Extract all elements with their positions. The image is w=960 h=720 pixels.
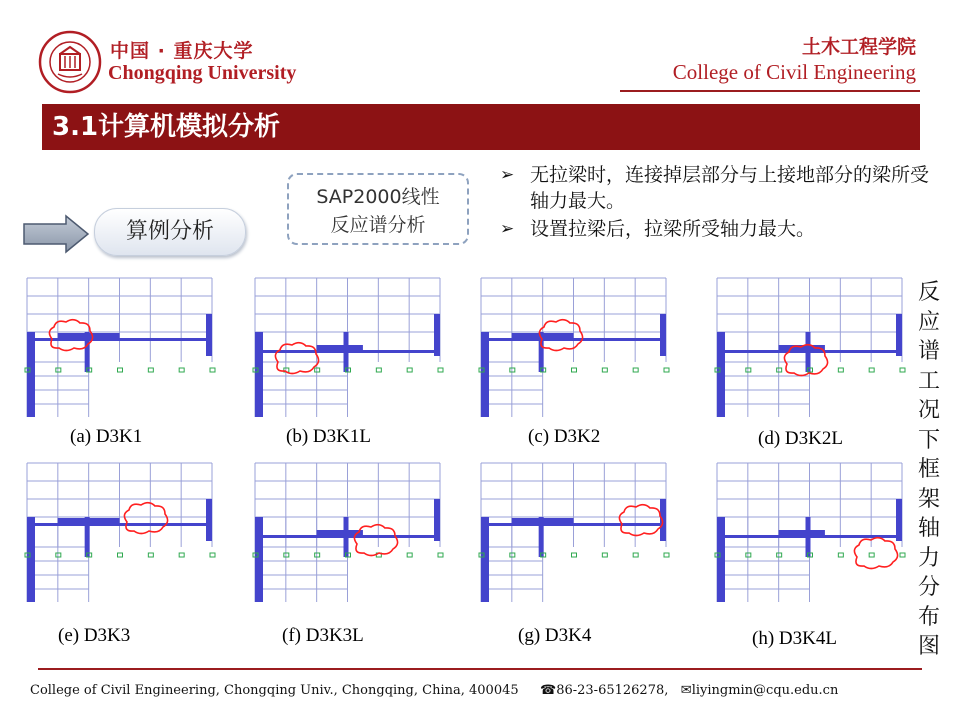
bullet-item: ➢ 设置拉梁后，拉梁所受轴力最大。	[500, 218, 816, 240]
footer-email: liyingmin@cqu.edu.cn	[691, 683, 839, 698]
highlight-cloud	[44, 317, 96, 353]
highlight-cloud	[614, 502, 666, 538]
highlight-cloud	[849, 535, 901, 571]
figure-caption: (f) D3K3L	[282, 625, 364, 646]
college-name-en: College of Civil Engineering	[672, 60, 916, 84]
header-divider	[620, 90, 920, 92]
figure-caption: (b) D3K1L	[286, 426, 371, 447]
figure-caption: (a) D3K1	[70, 426, 143, 447]
figure-caption: (h) D3K4L	[752, 628, 837, 649]
frame-diagram	[712, 457, 912, 607]
slide-title: 3.1计算机模拟分析	[42, 104, 920, 150]
sap-box-line2: 反应谱分析	[330, 214, 426, 236]
university-logo-seal	[38, 30, 102, 94]
college-name-cn: 土木工程学院	[801, 36, 916, 58]
phone-icon: ☎	[540, 683, 557, 698]
highlight-cloud	[534, 317, 586, 353]
arrow-bullet-icon: ➢	[500, 165, 515, 185]
sap2000-method-box	[287, 173, 469, 245]
highlight-cloud	[779, 342, 831, 378]
figure-caption: (g) D3K4	[518, 625, 592, 646]
arrow-bullet-icon: ➢	[500, 219, 515, 239]
side-caption-vertical: 反应谱工况下框架轴力分布图	[917, 280, 940, 659]
footer-address: College of Civil Engineering, Chongqing Univ., Chongqing, China, 400045	[30, 683, 519, 698]
figure-caption: (d) D3K2L	[758, 428, 843, 449]
bullet-item: ➢ 无拉梁时，连接掉层部分与上接地部分的梁所受轴力最大。	[500, 164, 930, 212]
bullet-list	[500, 162, 940, 244]
right-arrow-icon	[22, 214, 90, 254]
sap-box-line1: SAP2000线性	[316, 186, 440, 208]
footer-contact	[540, 683, 838, 698]
email-icon: ✉	[680, 683, 692, 698]
highlight-cloud	[119, 500, 171, 536]
highlight-cloud	[270, 340, 322, 376]
figure-caption: (c) D3K2	[528, 426, 601, 447]
example-analysis-pill: 算例分析	[94, 208, 246, 256]
highlight-cloud	[349, 522, 401, 558]
figure-caption: (e) D3K3	[58, 625, 131, 646]
university-name-cn: 中国 · 重庆大学	[110, 40, 254, 62]
footer-phone: 86-23-65126278,	[556, 683, 669, 698]
footer-divider	[38, 668, 922, 670]
university-name-en: Chongqing University	[108, 62, 297, 84]
